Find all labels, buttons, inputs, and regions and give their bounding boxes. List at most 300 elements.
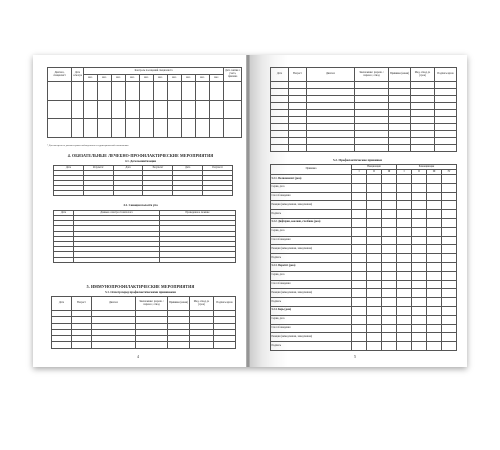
empty-cell bbox=[143, 191, 173, 196]
empty-cell bbox=[182, 82, 196, 101]
vacc-row-label: Подпись bbox=[271, 254, 352, 263]
empty-cell bbox=[411, 89, 435, 96]
empty-cell bbox=[307, 138, 355, 145]
empty-cell bbox=[412, 175, 427, 184]
empty-cell bbox=[352, 280, 367, 289]
empty-cell bbox=[397, 227, 412, 236]
empty-cell bbox=[435, 117, 457, 124]
empty-cell bbox=[389, 110, 411, 117]
empty-cell bbox=[382, 306, 397, 315]
empty-cell bbox=[397, 298, 412, 307]
exam-header: Диагноз bbox=[92, 297, 136, 311]
empty-cell bbox=[412, 342, 427, 351]
vaccination-table bbox=[270, 164, 457, 351]
exam-header: Дата bbox=[271, 68, 289, 82]
empty-cell bbox=[427, 218, 442, 227]
exam-header: Подпись врача bbox=[435, 68, 457, 82]
empty-cell bbox=[435, 131, 457, 138]
month-header: мес. bbox=[98, 75, 112, 82]
empty-cell bbox=[411, 110, 435, 117]
empty-cell bbox=[289, 131, 307, 138]
empty-cell bbox=[427, 306, 442, 315]
empty-cell bbox=[389, 89, 411, 96]
empty-cell bbox=[382, 175, 397, 184]
empty-cell bbox=[382, 210, 397, 219]
empty-cell bbox=[140, 82, 154, 101]
table-row bbox=[271, 117, 457, 124]
empty-cell bbox=[271, 138, 289, 145]
empty-cell bbox=[442, 227, 457, 236]
empty-cell bbox=[367, 254, 382, 263]
empty-cell bbox=[190, 342, 214, 348]
empty-cell bbox=[352, 201, 367, 210]
empty-cell bbox=[389, 124, 411, 131]
empty-cell bbox=[442, 254, 457, 263]
vacc-row-label: Реакция (немедленная, замедленная) bbox=[271, 289, 352, 298]
empty-cell bbox=[397, 175, 412, 184]
empty-cell bbox=[435, 89, 457, 96]
empty-cell bbox=[352, 289, 367, 298]
empty-cell bbox=[412, 324, 427, 333]
empty-cell bbox=[442, 192, 457, 201]
empty-cell bbox=[427, 236, 442, 245]
empty-cell bbox=[427, 201, 442, 210]
vacc-dose-header: I bbox=[397, 170, 412, 175]
vacc-detail-row bbox=[271, 210, 457, 219]
vacc-detail-row bbox=[271, 254, 457, 263]
empty-cell bbox=[397, 245, 412, 254]
empty-cell bbox=[397, 210, 412, 219]
empty-cell bbox=[435, 103, 457, 110]
dental-header: Дата bbox=[54, 211, 74, 216]
exam-header: Возраст bbox=[289, 68, 307, 82]
month-header: мес. bbox=[196, 75, 210, 82]
empty-cell bbox=[427, 315, 442, 324]
empty-cell bbox=[289, 96, 307, 103]
empty-cell bbox=[355, 138, 389, 145]
empty-cell bbox=[48, 100, 72, 119]
vacc-row-label: Реакция (немедленная, замедленная) bbox=[271, 201, 352, 210]
empty-cell bbox=[54, 191, 84, 196]
empty-cell bbox=[355, 131, 389, 138]
empty-cell bbox=[289, 82, 307, 89]
month-header: мес. bbox=[168, 75, 182, 82]
empty-cell bbox=[412, 280, 427, 289]
empty-cell bbox=[382, 192, 397, 201]
empty-cell bbox=[352, 262, 367, 271]
empty-cell bbox=[355, 110, 389, 117]
vacc-group-title: 5.2.4. Корь (доза) bbox=[271, 306, 352, 315]
empty-cell bbox=[411, 103, 435, 110]
deworm-header: Дата bbox=[173, 166, 203, 171]
empty-cell bbox=[352, 298, 367, 307]
empty-cell bbox=[382, 342, 397, 351]
empty-cell bbox=[397, 262, 412, 271]
empty-cell bbox=[352, 227, 367, 236]
vacc-detail-row bbox=[271, 236, 457, 245]
empty-cell bbox=[412, 254, 427, 263]
empty-cell bbox=[307, 82, 355, 89]
table-row bbox=[54, 257, 236, 262]
empty-cell bbox=[397, 324, 412, 333]
vacc-row-label: Реакция (немедленная, замедленная) bbox=[271, 333, 352, 342]
empty-cell bbox=[271, 124, 289, 131]
empty-cell bbox=[182, 119, 196, 138]
empty-cell bbox=[397, 342, 412, 351]
empty-cell bbox=[84, 100, 98, 119]
month-header: мес. bbox=[112, 75, 126, 82]
vacc-dose-header: III bbox=[427, 170, 442, 175]
empty-cell bbox=[168, 100, 182, 119]
empty-cell bbox=[397, 315, 412, 324]
empty-cell bbox=[435, 96, 457, 103]
empty-cell bbox=[367, 262, 382, 271]
empty-cell bbox=[427, 271, 442, 280]
table-row bbox=[271, 103, 457, 110]
empty-cell bbox=[196, 82, 210, 101]
month-header: мес. bbox=[154, 75, 168, 82]
month-header: мес. bbox=[84, 75, 98, 82]
empty-cell bbox=[307, 103, 355, 110]
empty-cell bbox=[367, 227, 382, 236]
month-header: мес. bbox=[140, 75, 154, 82]
empty-cell bbox=[412, 298, 427, 307]
empty-cell bbox=[355, 96, 389, 103]
exam-header: Диагноз bbox=[307, 68, 355, 82]
empty-cell bbox=[389, 117, 411, 124]
vacc-header-vaccination: Вакцинация bbox=[352, 165, 397, 170]
empty-cell bbox=[271, 131, 289, 138]
col-control: Контроль посещений специалиста bbox=[84, 68, 224, 75]
empty-cell bbox=[355, 103, 389, 110]
vacc-group-title: 5.2.1. Полиомиелит (доза) bbox=[271, 175, 352, 184]
empty-cell bbox=[427, 227, 442, 236]
empty-cell bbox=[397, 306, 412, 315]
empty-cell bbox=[367, 183, 382, 192]
section5-title: 5. ИММУНОПРОФИЛАКТИЧЕСКИЕ МЕРОПРИЯТИЯ bbox=[86, 284, 195, 289]
vacc-detail-row bbox=[271, 183, 457, 192]
dental-header: Проведенное лечение bbox=[160, 211, 236, 216]
empty-cell bbox=[411, 82, 435, 89]
empty-cell bbox=[48, 82, 72, 101]
empty-cell bbox=[412, 333, 427, 342]
empty-cell bbox=[427, 183, 442, 192]
vacc-detail-row bbox=[271, 315, 457, 324]
empty-cell bbox=[112, 100, 126, 119]
vacc-row-label: Подпись bbox=[271, 298, 352, 307]
vacc-dose-header: II bbox=[412, 170, 427, 175]
sub52-title: 5.2. Профилактические прививки bbox=[332, 158, 383, 162]
empty-cell bbox=[442, 315, 457, 324]
vacc-row-label: Подпись bbox=[271, 342, 352, 351]
empty-cell bbox=[136, 342, 168, 348]
empty-cell bbox=[435, 138, 457, 145]
empty-cell bbox=[367, 289, 382, 298]
empty-cell bbox=[442, 333, 457, 342]
empty-cell bbox=[412, 192, 427, 201]
empty-cell bbox=[412, 271, 427, 280]
empty-cell bbox=[367, 280, 382, 289]
vacc-row-label: Способ введения bbox=[271, 324, 352, 333]
empty-cell bbox=[397, 333, 412, 342]
empty-cell bbox=[442, 262, 457, 271]
empty-cell bbox=[112, 82, 126, 101]
vacc-detail-row bbox=[271, 192, 457, 201]
vacc-detail-row bbox=[271, 245, 457, 254]
month-header: мес. bbox=[126, 75, 140, 82]
empty-cell bbox=[352, 315, 367, 324]
empty-cell bbox=[382, 254, 397, 263]
empty-cell bbox=[48, 119, 72, 138]
empty-cell bbox=[411, 131, 435, 138]
vacc-row-label: Серия, доза bbox=[271, 227, 352, 236]
month-header: мес. bbox=[182, 75, 196, 82]
empty-cell bbox=[352, 245, 367, 254]
empty-cell bbox=[442, 298, 457, 307]
empty-cell bbox=[307, 117, 355, 124]
dental-header: Данные осмотра стоматолога bbox=[74, 211, 160, 216]
empty-cell bbox=[382, 315, 397, 324]
empty-cell bbox=[397, 236, 412, 245]
empty-cell bbox=[367, 342, 382, 351]
empty-cell bbox=[412, 227, 427, 236]
vacc-dose-header: I bbox=[352, 170, 367, 175]
empty-cell bbox=[442, 245, 457, 254]
empty-cell bbox=[435, 82, 457, 89]
empty-cell bbox=[203, 191, 233, 196]
empty-cell bbox=[271, 117, 289, 124]
empty-cell bbox=[427, 333, 442, 342]
empty-cell bbox=[427, 210, 442, 219]
empty-cell bbox=[412, 183, 427, 192]
sub42-title: 4.2. Санация полости рта bbox=[123, 203, 158, 207]
deworm-header: Дата bbox=[54, 166, 84, 171]
vacc-header-name: Прививка bbox=[271, 165, 352, 175]
empty-cell bbox=[382, 183, 397, 192]
empty-cell bbox=[307, 145, 355, 152]
empty-cell bbox=[397, 280, 412, 289]
empty-cell bbox=[352, 306, 367, 315]
pre-vaccination-exam-table bbox=[51, 296, 236, 349]
empty-cell bbox=[442, 218, 457, 227]
empty-cell bbox=[168, 82, 182, 101]
empty-cell bbox=[389, 96, 411, 103]
empty-cell bbox=[442, 271, 457, 280]
empty-cell bbox=[427, 342, 442, 351]
empty-cell bbox=[382, 324, 397, 333]
table-row bbox=[271, 131, 457, 138]
vacc-group-row bbox=[271, 218, 457, 227]
empty-cell bbox=[210, 100, 224, 119]
empty-cell bbox=[427, 245, 442, 254]
empty-cell bbox=[412, 306, 427, 315]
deworm-header: Результат bbox=[143, 166, 173, 171]
empty-cell bbox=[389, 145, 411, 152]
exam-header: Заключение: разреш. / перенос, отвод bbox=[136, 297, 168, 311]
deworm-header: Дата bbox=[113, 166, 143, 171]
empty-cell bbox=[72, 100, 84, 119]
vacc-row-label: Серия, доза bbox=[271, 271, 352, 280]
empty-cell bbox=[352, 192, 367, 201]
empty-cell bbox=[54, 257, 74, 262]
sub41-title: 4.1. Дегельминтизация bbox=[124, 159, 157, 163]
exam-header: Прививка (какая) bbox=[389, 68, 411, 82]
empty-cell bbox=[367, 175, 382, 184]
empty-cell bbox=[435, 124, 457, 131]
empty-cell bbox=[382, 271, 397, 280]
empty-cell bbox=[214, 342, 236, 348]
empty-cell bbox=[397, 183, 412, 192]
exam-header: Прививка (какая) bbox=[168, 297, 190, 311]
empty-cell bbox=[289, 145, 307, 152]
empty-cell bbox=[355, 145, 389, 152]
empty-cell bbox=[154, 100, 168, 119]
empty-cell bbox=[173, 191, 203, 196]
empty-cell bbox=[307, 124, 355, 131]
vacc-row-label: Серия, доза bbox=[271, 315, 352, 324]
empty-cell bbox=[397, 289, 412, 298]
empty-cell bbox=[154, 82, 168, 101]
empty-cell bbox=[224, 119, 242, 138]
empty-cell bbox=[442, 183, 457, 192]
empty-cell bbox=[442, 289, 457, 298]
empty-cell bbox=[412, 315, 427, 324]
empty-cell bbox=[72, 342, 92, 348]
deworm-header: Результат bbox=[83, 166, 113, 171]
empty-cell bbox=[412, 262, 427, 271]
empty-cell bbox=[112, 119, 126, 138]
table-row bbox=[271, 82, 457, 89]
empty-cell bbox=[289, 103, 307, 110]
vacc-group-row bbox=[271, 262, 457, 271]
vacc-header-revaccination: Ревакцинация bbox=[397, 165, 457, 170]
empty-cell bbox=[367, 210, 382, 219]
empty-cell bbox=[389, 138, 411, 145]
empty-cell bbox=[72, 82, 84, 101]
empty-cell bbox=[411, 124, 435, 131]
empty-cell bbox=[442, 236, 457, 245]
empty-cell bbox=[140, 119, 154, 138]
empty-cell bbox=[182, 100, 196, 119]
empty-cell bbox=[367, 298, 382, 307]
vacc-row-label: Способ введения bbox=[271, 236, 352, 245]
empty-cell bbox=[411, 117, 435, 124]
vacc-detail-row bbox=[271, 271, 457, 280]
vacc-row-label: Подпись bbox=[271, 210, 352, 219]
empty-cell bbox=[126, 119, 140, 138]
table-row bbox=[271, 89, 457, 96]
dispensary-table bbox=[47, 67, 242, 138]
empty-cell bbox=[382, 333, 397, 342]
empty-cell bbox=[367, 192, 382, 201]
empty-cell bbox=[140, 100, 154, 119]
empty-cell bbox=[52, 342, 72, 348]
empty-cell bbox=[289, 124, 307, 131]
empty-cell bbox=[411, 145, 435, 152]
empty-cell bbox=[397, 201, 412, 210]
empty-cell bbox=[126, 82, 140, 101]
empty-cell bbox=[271, 89, 289, 96]
exam-header: Мед. отвод до (срок) bbox=[411, 68, 435, 82]
empty-cell bbox=[352, 218, 367, 227]
empty-cell bbox=[210, 82, 224, 101]
exam-header: Подпись врача bbox=[214, 297, 236, 311]
empty-cell bbox=[352, 342, 367, 351]
month-header: мес. bbox=[210, 75, 224, 82]
empty-cell bbox=[271, 110, 289, 117]
pre-vaccination-exam-table-cont bbox=[270, 67, 457, 152]
empty-cell bbox=[98, 82, 112, 101]
empty-cell bbox=[83, 191, 113, 196]
table-row bbox=[271, 124, 457, 131]
notebook-spread bbox=[33, 55, 467, 367]
vacc-dose-header: II bbox=[367, 170, 382, 175]
empty-cell bbox=[427, 192, 442, 201]
empty-cell bbox=[355, 82, 389, 89]
empty-cell bbox=[84, 119, 98, 138]
empty-cell bbox=[427, 298, 442, 307]
empty-cell bbox=[352, 254, 367, 263]
vacc-detail-row bbox=[271, 289, 457, 298]
empty-cell bbox=[389, 82, 411, 89]
empty-cell bbox=[224, 100, 242, 119]
table-row bbox=[52, 342, 236, 348]
empty-cell bbox=[397, 254, 412, 263]
empty-cell bbox=[74, 257, 160, 262]
empty-cell bbox=[397, 192, 412, 201]
vacc-row-label: Способ введения bbox=[271, 192, 352, 201]
vacc-row-label: Способ введения bbox=[271, 280, 352, 289]
empty-cell bbox=[382, 227, 397, 236]
empty-cell bbox=[355, 124, 389, 131]
dental-table bbox=[53, 210, 236, 263]
empty-cell bbox=[382, 245, 397, 254]
empty-cell bbox=[442, 201, 457, 210]
empty-cell bbox=[84, 82, 98, 101]
page-fold bbox=[246, 55, 250, 367]
vacc-detail-row bbox=[271, 324, 457, 333]
empty-cell bbox=[352, 271, 367, 280]
empty-cell bbox=[307, 96, 355, 103]
empty-cell bbox=[382, 236, 397, 245]
empty-cell bbox=[352, 333, 367, 342]
empty-cell bbox=[355, 117, 389, 124]
empty-cell bbox=[196, 100, 210, 119]
page-number-left: 4 bbox=[137, 354, 139, 359]
empty-cell bbox=[427, 262, 442, 271]
empty-cell bbox=[397, 218, 412, 227]
vacc-detail-row bbox=[271, 333, 457, 342]
exam-header: Мед. отвод до (срок) bbox=[190, 297, 214, 311]
empty-cell bbox=[382, 201, 397, 210]
empty-cell bbox=[442, 210, 457, 219]
empty-cell bbox=[412, 289, 427, 298]
empty-cell bbox=[307, 131, 355, 138]
empty-cell bbox=[427, 324, 442, 333]
empty-cell bbox=[442, 324, 457, 333]
deworming-table bbox=[53, 165, 233, 196]
exam-header: Заключение: разреш. / перенос, отвод bbox=[355, 68, 389, 82]
empty-cell bbox=[168, 119, 182, 138]
empty-cell bbox=[397, 271, 412, 280]
empty-cell bbox=[412, 201, 427, 210]
empty-cell bbox=[389, 131, 411, 138]
vacc-detail-row bbox=[271, 280, 457, 289]
empty-cell bbox=[367, 245, 382, 254]
empty-cell bbox=[352, 324, 367, 333]
deworm-header: Результат bbox=[203, 166, 233, 171]
exam-header: Дата bbox=[52, 297, 72, 311]
